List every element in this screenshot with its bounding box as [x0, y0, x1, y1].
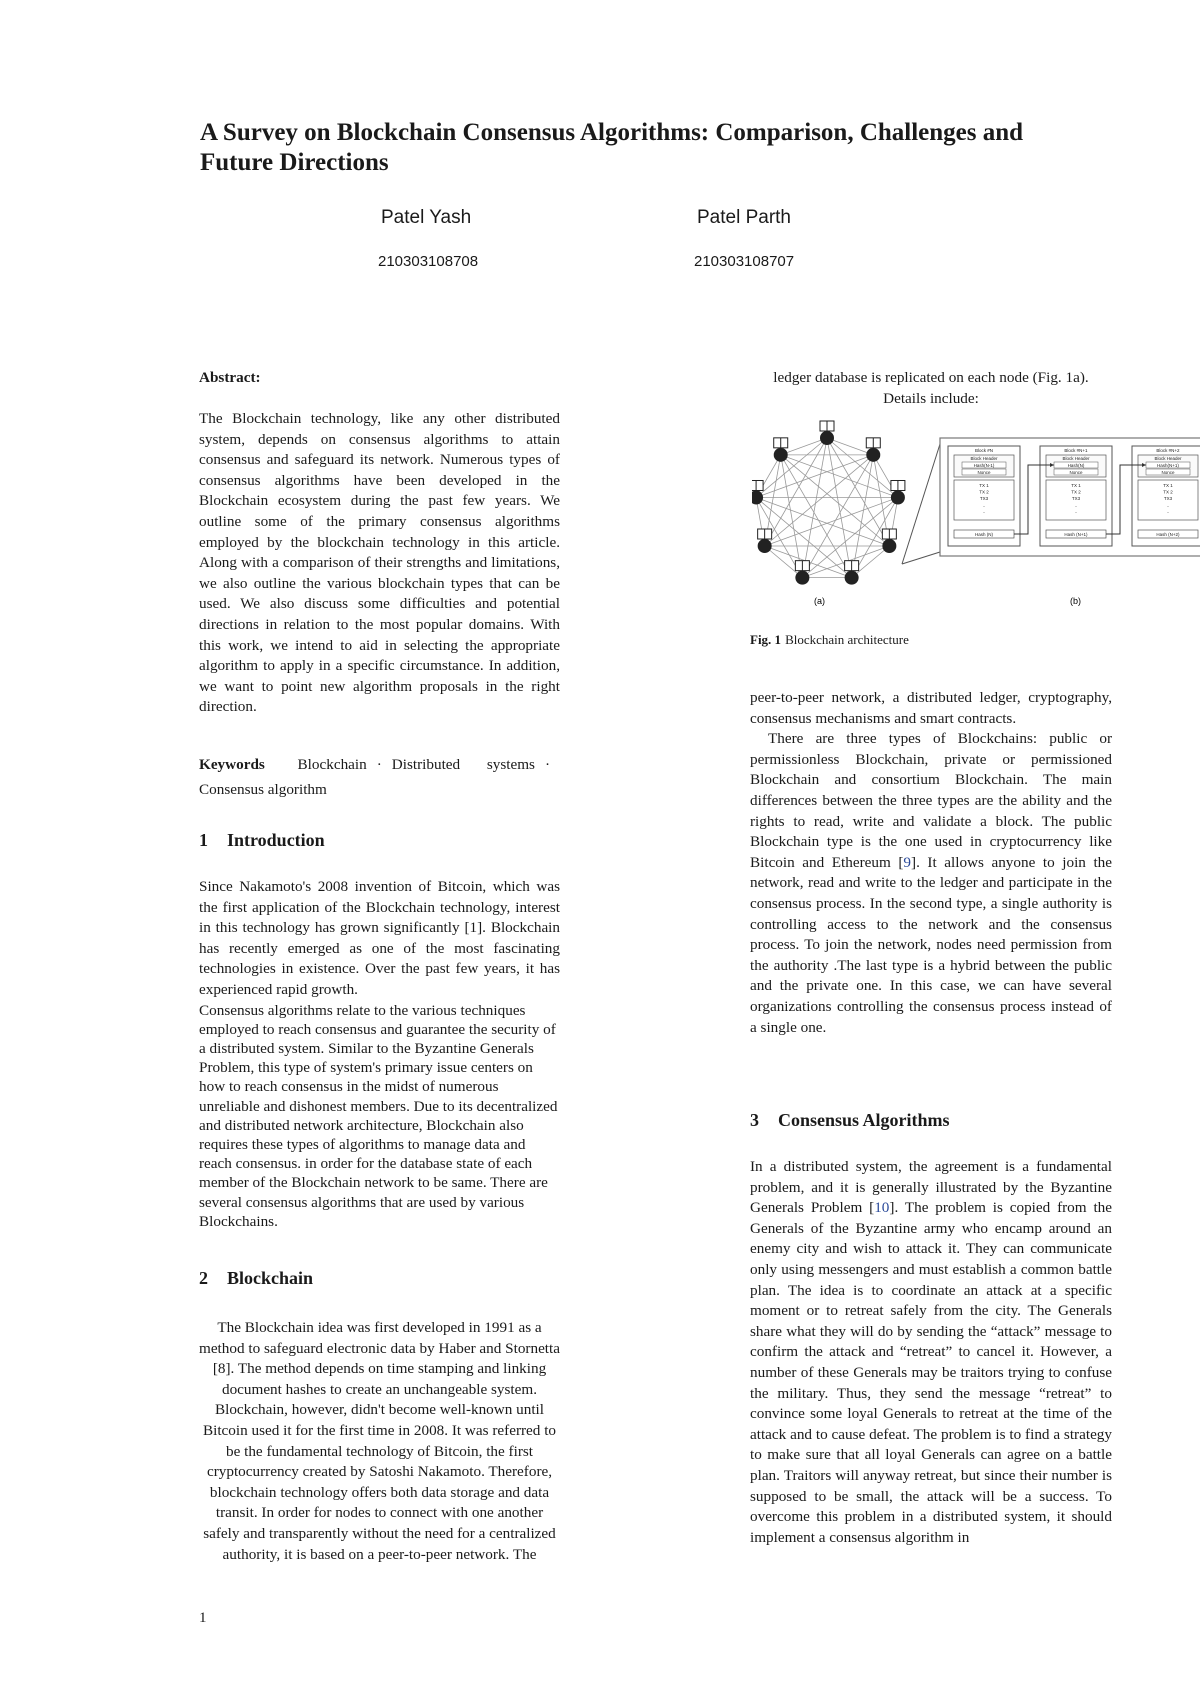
block-transaction: TX 2	[1071, 489, 1081, 495]
block-nonce: Nonce	[1161, 470, 1175, 475]
network-edge	[756, 455, 873, 498]
abstract-text: The Blockchain technology, like any other distributed system, depends on consensus algorithms to attain consensus and safeguard its network. Numerous types of consensus algorithms have been developed in the Blockchain ecosystem during the past few years. We outline some of the primary consensus algorithms employed by the blockchain technology in this article. Along with a comparison of their strengths and limitations, we also outline the various blockchain types that can be used. We also discuss some difficulties and potential directions in relation to the most popular domains. With this work, we intend to aid in selecting the appropriate algorithm to apply in a specific circumstance. In addition, we want to point new algorithm proposals in the right direction.	[199, 410, 560, 716]
block-chain	[948, 446, 1200, 546]
author-id-2: 210303108707	[694, 253, 795, 270]
block-transaction: ..	[1166, 509, 1170, 514]
keyword-separator: ·	[544, 756, 551, 773]
paragraph: Since Nakamoto's 2008 invention of Bitcoin, which was the first application of the Blockchain technology, interest in this technology has grown significantly [1]. Blockchain has recently emerged as one of the most fascinating technologies in existence. Over the past few years, it has experienced rapid growth.	[199, 878, 560, 998]
paragraph	[750, 729, 1112, 1038]
block	[948, 446, 1020, 546]
page-number: 1	[199, 1610, 207, 1626]
blockchain-body-continued: ledger database is replicated on each node (Fig. 1a). Details include:	[773, 369, 1089, 407]
block-hash: Hash (N)	[974, 532, 994, 537]
section-number: 2	[199, 1268, 208, 1288]
block-hash: Hash (N+1)	[1064, 532, 1088, 537]
paper-title: A Survey on Blockchain Consensus Algorithms: Comparison, Challenges and Future Directions	[200, 119, 1024, 176]
node-icon	[845, 561, 859, 585]
zoom-connector-lines	[902, 444, 940, 564]
paragraph-text: In a distributed system, the agreement is a fundamental problem, and it is generally illustrated by the Byzantine Generals Problem [	[750, 1158, 1112, 1217]
block-title: Block #N+1	[1064, 448, 1088, 453]
keywords-label: Keywords	[199, 756, 265, 773]
node-icon	[891, 480, 905, 504]
section-number: 1	[199, 830, 208, 850]
block-transaction: ..	[1166, 502, 1170, 508]
block-header-label: Block Header	[1154, 456, 1182, 461]
block-prev-hash: Hash(N)	[1067, 463, 1085, 468]
figure-caption	[750, 632, 909, 648]
section-number: 3	[750, 1110, 759, 1130]
block-nonce: Nonce	[1069, 470, 1083, 475]
citation-link[interactable]: 10	[874, 1199, 890, 1217]
block-transaction: ..	[1074, 502, 1078, 508]
section-title: Introduction	[227, 830, 325, 850]
block-prev-hash: Hash(N-1)	[973, 463, 995, 468]
network-edge	[781, 455, 898, 498]
block-title: Block #N	[974, 448, 994, 453]
keyword-separator: ·	[376, 756, 382, 773]
blockchain-body-right	[750, 688, 1112, 1038]
block-transaction: TX 1	[1163, 483, 1173, 488]
keyword: Consensus algorithm	[199, 781, 327, 798]
section-title: Blockchain	[227, 1268, 314, 1288]
section-heading-blockchain	[199, 1268, 313, 1289]
block-transaction: ..	[982, 502, 986, 508]
block-transaction: TX 2	[979, 489, 989, 495]
paragraph: Consensus algorithms relate to the various techniques employed to reach consensus and guarantee the security of a distributed system. Similar to the Byzantine Generals Problem, this type of system's primary issue centers on how to reach consensus in the midst of numerous unreliable and dishonest members. Due to its decentralized and distributed network architecture, Blockchain also requires these types of algorithms to manage data and reach consensus. in order for the database state of each member of the Blockchain network to be same. There are several consensus algorithms that are used by various Blockchains.	[199, 1001, 558, 1230]
block-transaction: TX 1	[979, 483, 989, 488]
node-icon	[758, 529, 772, 553]
consensus-body	[750, 1157, 1112, 1548]
block-transaction: ..	[982, 509, 986, 514]
block-transaction: TX 1	[1071, 483, 1081, 488]
block	[1040, 446, 1112, 546]
network-graph	[752, 421, 905, 585]
figure-label: Fig. 1	[750, 632, 782, 647]
section-heading-introduction	[199, 830, 325, 851]
block-transaction: TX 2	[1163, 489, 1173, 495]
paragraph: peer-to-peer network, a distributed ledger, cryptography, consensus mechanisms and smart contracts.	[750, 689, 1112, 727]
blockchain-architecture-figure	[752, 404, 1200, 616]
node-icon	[820, 421, 834, 445]
section-heading-consensus	[750, 1110, 950, 1131]
block-header-label: Block Header	[1062, 456, 1090, 461]
node-icon	[866, 438, 880, 462]
keyword: Distributed systems	[391, 756, 535, 773]
block-transaction: TX3	[979, 496, 989, 501]
node-icon	[882, 529, 896, 553]
block-transaction: TX3	[1163, 496, 1173, 501]
block	[1132, 446, 1200, 546]
keyword: Blockchain	[297, 756, 367, 773]
panel-label-a: (a)	[814, 596, 825, 606]
block-header-label: Block Header	[970, 456, 998, 461]
author-name-1: Patel Yash	[381, 207, 472, 228]
node-icon	[774, 438, 788, 462]
abstract-heading: Abstract:	[199, 369, 261, 386]
blockchain-body	[199, 1318, 560, 1565]
citation-link[interactable]: 9	[903, 853, 912, 871]
block-transaction: ..	[1074, 509, 1078, 514]
node-icon	[795, 561, 809, 585]
panel-label-b: (b)	[1070, 596, 1081, 606]
node-icon	[752, 480, 763, 504]
section-title: Consensus Algorithms	[778, 1110, 950, 1130]
keywords	[199, 752, 560, 802]
block-title: Block #N+2	[1156, 448, 1180, 453]
author-name-2: Patel Parth	[697, 207, 791, 228]
paragraph: The Blockchain idea was first developed in 1991 as a method to safeguard electronic data by Haber and Stornetta [8]. The method depends on time stamping and linking document hashes to create an unchangeable system. Blockchain, however, didn't become well-known until Bitcoin used it for the first time in 2008. It was referred to be the fundamental technology of Bitcoin, the first cryptocurrency created by Satoshi Nakamoto. Therefore, blockchain technology offers both data storage and data transit. In order for nodes to connect with one another safely and transparently without the need for a centralized authority, it is based on a peer-to-peer network. The	[199, 1319, 560, 1563]
paragraph	[750, 1157, 1112, 1548]
author-id-1: 210303108708	[378, 253, 479, 270]
block-prev-hash: Hash(N+1)	[1157, 463, 1179, 468]
block-hash: Hash (N+2)	[1156, 532, 1180, 537]
block-transaction: TX3	[1071, 496, 1081, 501]
introduction-body	[199, 877, 560, 1231]
figure-caption-text: Blockchain architecture	[785, 632, 909, 647]
block-nonce: Nonce	[977, 470, 991, 475]
paragraph-text: There are three types of Blockchains: public or permissionless Blockchain, private or permissioned Blockchain and consortium Blockchain. The main differences between the three types are the ability and the rights to read, write and validate a block. The public Blockchain type is the one used in cryptocurrency like Bitcoin and Ethereum [	[750, 730, 1112, 871]
paragraph-text: ]. It allows anyone to join the network, read and write to the ledger and participate in the consensus process. In the second type, a single authority is controlling access to the network and the consensus process. To join the network, nodes need permission from the authority .The last type is a hybrid between the public and the private one. In this case, we can have several organizations controlling the consensus process instead of a single one.	[750, 853, 1112, 1036]
paragraph-text: ]. The problem is copied from the Generals of the Byzantine army who encamp around an enemy city and wish to attack it. They can communicate only using messengers and must establish a common battle plan. The idea is to coordinate an attack at a specific moment or to retreat safely from the city. The Generals share what they will do by sending the “attack” message to confirm the attack and “retreat” to cancel it. However, a number of these Generals may be traitors trying to confuse the military. Thus, they send the message “retreat” to convince some loyal Generals to retreat at the time of the attack and to cause defeat. The problem is to find a strategy to make sure that all loyal Generals can agree on a battle plan. Traitors will anyway retreat, but since their number is supposed to be small, the attack will be a success. To overcome this problem in a distributed system, it should implement a consensus algorithm in	[750, 1199, 1112, 1546]
